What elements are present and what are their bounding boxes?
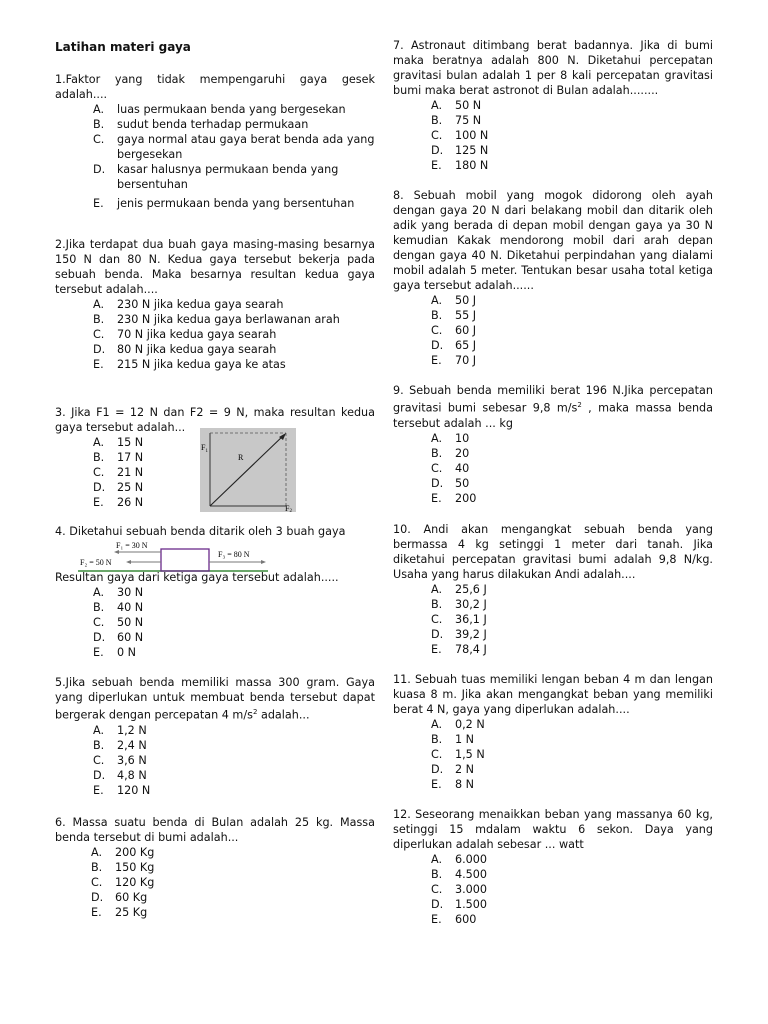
option[interactable] — [431, 308, 713, 323]
option-letter: D. — [93, 481, 106, 494]
option-text: 100 N — [455, 129, 489, 142]
question-2-text: 2.Jika terdapat dua buah gaya masing-masing besarnya 150 N dan 80 N. Kedua gaya tersebut bekerja pada sebuah benda. Maka besarnya resultan kedua gaya tersebut adalah.... — [55, 238, 375, 296]
option[interactable] — [93, 738, 375, 753]
option-letter: E. — [93, 197, 104, 210]
option-text: 2,4 N — [117, 738, 147, 752]
option-text: 25 Kg — [115, 905, 148, 919]
option[interactable] — [431, 732, 713, 747]
f3-arrow-head — [261, 560, 266, 564]
option-text: luas permukaan benda yang bergesekan — [117, 103, 346, 116]
option-text: 600 — [455, 912, 477, 926]
document-title: Latihan materi gaya — [55, 40, 191, 54]
question-5-text — [55, 675, 375, 723]
option[interactable] — [431, 627, 713, 642]
f1-label: $F_1$ — [201, 443, 208, 454]
option[interactable] — [91, 860, 375, 875]
option[interactable] — [431, 897, 713, 912]
f2-label: F2 — [285, 504, 292, 512]
option-letter: A. — [93, 586, 105, 599]
option-text: 150 Kg — [115, 860, 155, 874]
question-9-text — [393, 383, 713, 431]
option-text: 200 — [455, 491, 477, 505]
question-10 — [393, 522, 713, 657]
option-text: 0,2 N — [455, 717, 485, 731]
option-letter: E. — [431, 354, 442, 367]
option-letter: C. — [93, 133, 105, 146]
question-12-text: 12. Seseorang menaikkan beban yang massanya 60 kg, setinggi 15 mdalam waktu 6 sekon. Daya yang diperlukan adalah sebesar ... watt — [393, 807, 713, 851]
option[interactable] — [431, 476, 713, 491]
option-text: 75 N — [455, 114, 482, 127]
option-text: 50 — [455, 476, 470, 490]
force-diagram-figure — [78, 540, 268, 574]
question-9-text-main: 9. Sebuah benda memiliki berat 196 N.Jika percepatan gravitasi bumi sebesar 9,8 m/s — [393, 384, 713, 415]
option[interactable] — [431, 143, 713, 158]
option-letter: A. — [431, 294, 443, 307]
option-letter: B. — [431, 732, 443, 746]
option-letter: D. — [93, 343, 106, 356]
option[interactable] — [93, 600, 375, 615]
option[interactable] — [93, 357, 375, 372]
option-text: 80 N jika kedua gaya searah — [117, 343, 277, 356]
option-text: 55 J — [455, 309, 477, 322]
option[interactable] — [93, 723, 375, 738]
option-text: 125 N — [455, 144, 489, 157]
question-9-options — [393, 431, 713, 506]
option[interactable] — [93, 117, 375, 132]
question-8 — [393, 188, 713, 368]
option[interactable] — [431, 612, 713, 627]
question-5-text-main: 5.Jika sebuah benda memiliki massa 300 gram. Gaya yang diperlukan untuk membuat benda tersebut dapat bergerak dengan percepatan 4 m/s — [55, 676, 375, 722]
option-text: 25,6 J — [455, 582, 487, 596]
question-5-text-end: adalah... — [257, 708, 310, 722]
option-letter: A. — [93, 103, 105, 116]
option-text: 39,2 J — [455, 627, 487, 641]
option[interactable] — [431, 293, 713, 308]
option[interactable] — [93, 630, 375, 645]
option-letter: B. — [93, 738, 105, 752]
option-letter: C. — [431, 461, 443, 475]
option-text: 17 N — [117, 451, 144, 464]
option[interactable] — [93, 783, 375, 798]
option-letter: D. — [93, 631, 106, 644]
option[interactable] — [431, 158, 713, 173]
option-letter: B. — [431, 867, 443, 881]
option-letter: E. — [93, 496, 104, 509]
f1-label: F₁ = 30 N — [116, 541, 148, 550]
option-letter: D. — [431, 762, 444, 776]
r-label: R — [238, 453, 244, 462]
option-text: 6.000 — [455, 852, 488, 866]
option[interactable] — [431, 777, 713, 792]
option-text: 40 N — [117, 601, 144, 614]
option-text: 30 N — [117, 586, 144, 599]
option-text: 230 N jika kedua gaya berlawanan arah — [117, 313, 340, 326]
question-6-text: 6. Massa suatu benda di Bulan adalah 25 kg. Massa benda tersebut di bumi adalah... — [55, 815, 375, 844]
option-text: 200 Kg — [115, 845, 155, 859]
question-9-text-end: , maka massa benda tersebut adalah ... kg — [393, 401, 713, 430]
option-letter: B. — [93, 601, 105, 614]
option-letter: B. — [91, 860, 103, 874]
option-text: 36,1 J — [455, 612, 487, 626]
option-letter: C. — [431, 612, 443, 626]
option-text: kasar halusnya permukaan benda yang bersentuhan — [117, 163, 339, 191]
question-8-text: 8. Sebuah mobil yang mogok didorong oleh ayah dengan gaya 20 N dari belakang mobil dan ditarik oleh adik yang berada di depan mobil dengan gaya ya 30 N kemudian Kakak mendorong mobil dari arah depan dengan gaya 40 N. Diketahui perpindahan yang dialami mobil adalah 5 meter. Tentukan besar usaha total ketiga gaya tersebut adalah...... — [393, 189, 713, 292]
superscript: 2 — [252, 708, 258, 716]
option[interactable] — [93, 768, 375, 783]
option-text: 1.500 — [455, 897, 488, 911]
option-letter: B. — [431, 114, 443, 127]
option-letter: A. — [431, 99, 443, 112]
option-letter: D. — [91, 890, 104, 904]
option[interactable] — [431, 912, 713, 927]
option-text: 50 J — [455, 294, 477, 307]
option-letter: C. — [431, 747, 443, 761]
option-text: 70 J — [455, 354, 477, 367]
question-10-options — [393, 582, 713, 657]
option[interactable] — [431, 882, 713, 897]
option-text: 21 N — [117, 466, 144, 479]
option-letter: C. — [431, 882, 443, 896]
option[interactable] — [431, 128, 713, 143]
option[interactable] — [431, 353, 713, 368]
option-text: 4,8 N — [117, 768, 147, 782]
option-text: 180 N — [455, 159, 489, 172]
option[interactable] — [431, 762, 713, 777]
option[interactable] — [93, 196, 375, 211]
option[interactable] — [431, 431, 713, 446]
question-12-options — [393, 852, 713, 927]
option-letter: A. — [93, 436, 105, 449]
option-text: 30,2 J — [455, 597, 487, 611]
question-11-text: 11. Sebuah tuas memiliki lengan beban 4 m dan lengan kuasa 8 m. Jika akan mengangkat beban yang memiliki berat 4 N, gaya yang diperlukan adalah.... — [393, 672, 713, 716]
option[interactable] — [93, 162, 375, 192]
option-letter: A. — [431, 431, 443, 445]
option-letter: E. — [93, 783, 104, 797]
option-letter: A. — [431, 852, 443, 866]
option[interactable] — [91, 875, 375, 890]
option-letter: B. — [431, 597, 443, 611]
option-letter: A. — [93, 298, 105, 311]
option-text: 1,2 N — [117, 723, 147, 737]
option-letter: E. — [431, 491, 442, 505]
option-text: 230 N jika kedua gaya searah — [117, 298, 284, 311]
question-11 — [393, 672, 713, 792]
question-7-options — [393, 98, 713, 173]
question-10-text: 10. Andi akan mengangkat sebuah benda yang bermassa 4 kg setinggi 1 meter dari tanah. Jika diketahui percepatan gravitasi bumi adalah 9,8 N/kg. Usaha yang harus dilakukan Andi adalah.... — [393, 522, 713, 581]
option-letter: C. — [93, 753, 105, 767]
option-text: sudut benda terhadap permukaan — [117, 118, 309, 131]
option-text: 60 J — [455, 324, 477, 337]
question-1 — [55, 72, 375, 211]
option[interactable] — [91, 890, 375, 905]
option[interactable] — [431, 446, 713, 461]
f1-arrow-head — [114, 550, 119, 554]
vector-diagram-figure — [200, 428, 296, 512]
option-text: 1 N — [455, 732, 475, 746]
question-6-options — [55, 845, 375, 920]
option-letter: E. — [93, 358, 104, 371]
option[interactable] — [93, 132, 375, 162]
option[interactable] — [431, 597, 713, 612]
option-letter: D. — [93, 163, 106, 176]
option-letter: A. — [93, 723, 105, 737]
question-3-text: 3. Jika F1 = 12 N dan F2 = 9 N, maka resultan kedua gaya tersebut adalah... — [55, 406, 375, 434]
option-text: 215 N jika kedua gaya ke atas — [117, 358, 286, 371]
option[interactable] — [431, 461, 713, 476]
option-letter: B. — [93, 451, 105, 464]
question-5 — [55, 675, 375, 798]
option-text: 70 N jika kedua gaya searah — [117, 328, 277, 341]
option-letter: A. — [431, 582, 443, 596]
question-12 — [393, 807, 713, 927]
option-text: 15 N — [117, 436, 144, 449]
option-text: 10 — [455, 431, 470, 445]
question-4-text-2: Resultan gaya dari ketiga gaya tersebut adalah..... — [55, 571, 339, 584]
option-letter: C. — [91, 875, 103, 889]
option[interactable] — [431, 113, 713, 128]
right-column — [393, 38, 713, 927]
option-text: 60 Kg — [115, 890, 148, 904]
question-6 — [55, 815, 375, 920]
option-letter: C. — [93, 466, 105, 479]
option-letter: D. — [431, 339, 444, 352]
f2-label: F₂ = 50 N — [80, 558, 112, 567]
option-letter: C. — [93, 328, 105, 341]
option-letter: C. — [431, 324, 443, 337]
option[interactable] — [431, 642, 713, 657]
option-text: 40 — [455, 461, 470, 475]
question-1-text: 1.Faktor yang tidak mempengaruhi gaya gesek adalah.... — [55, 73, 375, 101]
option-letter: D. — [431, 476, 444, 490]
f3-label: F₃ = 80 N — [218, 550, 250, 559]
option[interactable] — [93, 645, 375, 660]
question-2-options — [55, 297, 375, 372]
option-letter: D. — [431, 897, 444, 911]
question-11-options — [393, 717, 713, 792]
option-letter: B. — [93, 313, 105, 326]
option-letter: E. — [431, 159, 442, 172]
option[interactable] — [93, 585, 375, 600]
option-text: 120 Kg — [115, 875, 155, 889]
option-text: 78,4 J — [455, 642, 487, 656]
option[interactable] — [93, 312, 375, 327]
option[interactable] — [431, 852, 713, 867]
option-letter: E. — [431, 777, 442, 791]
option-letter: C. — [431, 129, 443, 142]
option-text: 20 — [455, 446, 470, 460]
option-letter: B. — [93, 118, 105, 131]
option[interactable] — [91, 845, 375, 860]
option-text: 3.000 — [455, 882, 488, 896]
option-letter: E. — [431, 642, 442, 656]
option-text: 120 N — [117, 783, 151, 797]
option-text: 3,6 N — [117, 753, 147, 767]
option-text: 65 J — [455, 339, 477, 352]
option-letter: E. — [431, 912, 442, 926]
option-text: 0 N — [117, 646, 137, 659]
option-letter: D. — [431, 144, 444, 157]
question-4-text: 4. Diketahui sebuah benda ditarik oleh 3 buah gaya — [55, 525, 346, 538]
option-text: gaya normal atau gaya berat benda ada yang bergesekan — [117, 133, 375, 161]
option-text: 8 N — [455, 777, 475, 791]
option[interactable] — [93, 753, 375, 768]
superscript: 2 — [577, 401, 582, 409]
option[interactable] — [91, 905, 375, 920]
option[interactable] — [431, 867, 713, 882]
box-object — [161, 549, 209, 571]
option-letter: A. — [91, 845, 103, 859]
question-5-options — [55, 723, 375, 798]
option-letter: E. — [91, 905, 102, 919]
option-letter: C. — [93, 616, 105, 629]
option[interactable] — [93, 342, 375, 357]
question-9 — [393, 383, 713, 506]
question-4-options — [55, 585, 375, 660]
question-1-options — [55, 102, 375, 211]
option[interactable] — [431, 98, 713, 113]
option[interactable] — [431, 323, 713, 338]
option[interactable] — [431, 582, 713, 597]
option[interactable] — [93, 297, 375, 312]
option-text: 25 N — [117, 481, 144, 494]
option[interactable] — [93, 615, 375, 630]
option-text: 4.500 — [455, 867, 488, 881]
option-letter: B. — [431, 446, 443, 460]
option[interactable] — [431, 491, 713, 506]
option-text: jenis permukaan benda yang bersentuhan — [117, 197, 355, 210]
option[interactable] — [93, 327, 375, 342]
question-2 — [55, 237, 375, 372]
option[interactable] — [431, 717, 713, 732]
option-text: 26 N — [117, 496, 144, 509]
option-text: 2 N — [455, 762, 475, 776]
option[interactable] — [93, 102, 375, 117]
option[interactable] — [431, 338, 713, 353]
option-text: 60 N — [117, 631, 144, 644]
f2-arrow-head — [126, 560, 131, 564]
question-8-options — [393, 293, 713, 368]
option-letter: E. — [93, 646, 104, 659]
option-text: 1,5 N — [455, 747, 485, 761]
option-text: 50 N — [117, 616, 144, 629]
option-letter: D. — [93, 768, 106, 782]
question-7-text: 7. Astronaut ditimbang berat badannya. Jika di bumi maka beratnya adalah 800 N. Diketahui percepatan gravitasi bulan adalah 1 per 8 kali percepatan gravitasi bumi maka berat astronot di Bulan adalah........ — [393, 39, 713, 97]
option-text: 50 N — [455, 99, 482, 112]
option[interactable] — [431, 747, 713, 762]
option-letter: A. — [431, 717, 443, 731]
option-letter: B. — [431, 309, 443, 322]
option-letter: D. — [431, 627, 444, 641]
question-7 — [393, 38, 713, 173]
